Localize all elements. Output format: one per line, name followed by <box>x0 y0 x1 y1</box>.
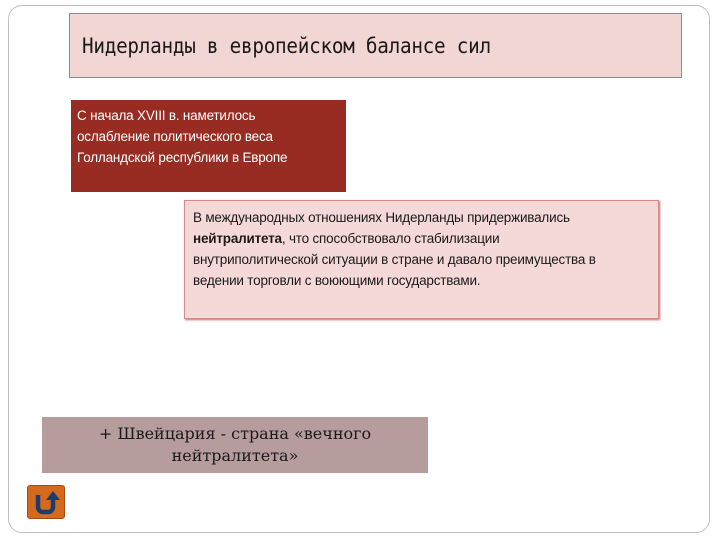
pink-text-box <box>185 201 658 318</box>
red-text-box <box>71 100 346 192</box>
note-line: + Швейцария - страна «вечного <box>98 424 372 443</box>
pink-box-line-rest: , что способствовало стабилизации <box>281 231 500 246</box>
pink-box-line <box>193 228 650 249</box>
pink-box-line: ведении торговли с воюющими государствами. <box>193 273 481 288</box>
red-box-line: ослабление политического веса <box>77 129 273 144</box>
pink-box-line: В международных отношениях Нидерланды придерживались <box>193 210 570 225</box>
pink-box-line: внутриполитической ситуации в стране и давало преимущества в <box>193 252 596 267</box>
slide-title-box <box>69 13 682 78</box>
slide-title: Нидерланды в европейском балансе сил <box>82 33 491 58</box>
red-box-line: Голландской республики в Европе <box>77 150 288 165</box>
return-arrow-icon <box>32 489 60 515</box>
neutrality-term: нейтралитета <box>193 231 282 246</box>
note-line: нейтралитета» <box>171 446 299 465</box>
red-box-line: С начала XVIII в. наметилось <box>77 108 256 123</box>
switzerland-note-box <box>42 417 428 473</box>
back-button[interactable] <box>27 485 65 519</box>
